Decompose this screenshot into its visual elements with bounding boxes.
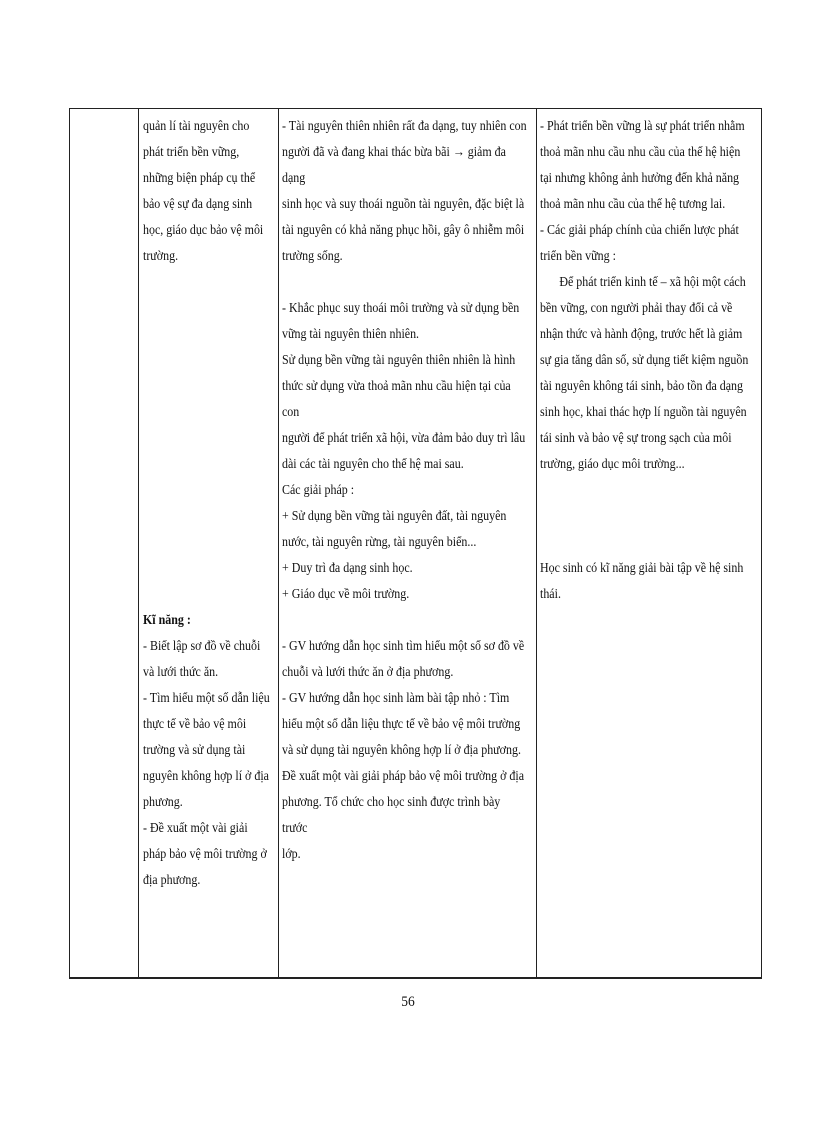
text-line: trường. [143,248,179,263]
text-line: + Sử dụng bền vững tài nguyên đất, tài nguyên [282,508,507,523]
lesson-table [69,108,762,979]
text-line: Các giải pháp : [282,482,355,497]
text-line: và sử dụng tài nguyên không hợp lí ở địa phương. [282,742,521,757]
text-line: những biện pháp cụ thể [143,170,256,185]
text-line: Để phát triển kinh tế – xã hội một cách [559,274,746,289]
text-line: thoả mãn nhu cầu của thế hệ tương lai. [540,196,726,211]
text-line: Sử dụng bền vững tài nguyên thiên nhiên là hình [282,352,516,367]
text-line: - Tài nguyên thiên nhiên rất đa dạng, tuy nhiên con [282,118,527,133]
text-line: tài nguyên có khả năng phục hồi, gây ô nhiễm môi [282,222,525,237]
column-divider [536,109,537,977]
text-line: sự gia tăng dân số, sử dụng tiết kiệm nguồn [540,352,749,367]
text-line: trường và sử dụng tài [143,742,246,757]
text-line: nhận thức và hành động, trước hết là giảm [540,326,743,341]
text-line: người đã và đang khai thác bừa bãi → giảm đa dạng [282,144,506,185]
text-line: + Giáo dục về môi trường. [282,586,410,601]
text-line: trường sống. [282,248,343,263]
text-line: thực tế về bảo vệ môi [143,716,247,731]
text-line: phương. Tổ chức cho học sinh được trình bày trước [282,794,501,835]
text-line: nguyên không hợp lí ở địa [143,768,269,783]
text-line: phát triển bền vững, [143,144,240,159]
text-line: sinh học và suy thoái nguồn tài nguyên, đặc biệt là [282,196,525,211]
text-line: thức sử dụng vừa thoả mãn nhu cầu hiện tại của con [282,378,511,419]
content-column [540,113,760,607]
column-divider [138,109,139,977]
text-line: - Khắc phục suy thoái môi trường và sử dụng bền [282,300,520,315]
objectives-column [143,113,277,893]
text-line: - Đề xuất một vài giải [143,820,248,835]
text-line: và lưới thức ăn. [143,664,219,679]
text-line: - Tìm hiểu một số dẫn liệu [143,690,270,705]
page-number: 56 [401,994,415,1010]
text-line: trường, giáo dục môi trường... [540,456,685,471]
text-line: hiểu một số dẫn liệu thực tế về bảo vệ môi trường [282,716,521,731]
text-line: tài nguyên không tái sinh, bảo tồn đa dạng [540,378,744,393]
text-line: thoả mãn nhu cầu nhu cầu của thế hệ hiện [540,144,741,159]
text-line: lớp. [282,846,301,861]
text-line: học, giáo dục bảo vệ môi [143,222,264,237]
text-line: + Duy trì đa dạng sinh học. [282,560,413,575]
text-line: bền vững, con người phải thay đổi cả về [540,300,733,315]
text-line: - Các giải pháp chính của chiến lược phát [540,222,739,237]
text-line: - GV hướng dẫn học sinh làm bài tập nhỏ : Tìm [282,690,510,705]
text-line: quản lí tài nguyên cho [143,118,250,133]
text-line: - GV hướng dẫn học sinh tìm hiểu một số sơ đồ về [282,638,525,653]
activities-column [282,113,527,867]
text-line: tại nhưng không ảnh hưởng đến khả năng [540,170,740,185]
text-line: phương. [143,794,183,809]
text-line: tái sinh và bảo vệ sự trong sạch của môi [540,430,732,445]
text-line: địa phương. [143,872,201,887]
text-line: - Phát triển bền vững là sự phát triển nhằm [540,118,745,133]
column-divider [278,109,279,977]
text-line: nước, tài nguyên rừng, tài nguyên biển... [282,534,477,549]
text-line: dài các tài nguyên cho thế hệ mai sau. [282,456,464,471]
text-line: Học sinh có kĩ năng giải bài tập về hệ sinh [540,560,744,575]
text-line: vững tài nguyên thiên nhiên. [282,326,420,341]
text-line: - Biết lập sơ đồ về chuỗi [143,638,261,653]
text-line: sinh học, khai thác hợp lí nguồn tài nguyên [540,404,747,419]
text-line: pháp bảo vệ môi trường ở [143,846,267,861]
text-line: chuỗi và lưới thức ăn ở địa phương. [282,664,454,679]
text-line: thái. [540,586,561,601]
text-line: bảo vệ sự đa dạng sinh [143,196,253,211]
text-line: người để phát triển xã hội, vừa đảm bảo duy trì lâu [282,430,526,445]
text-line: triển bền vững : [540,248,616,263]
text-line: Đề xuất một vài giải pháp bảo vệ môi trường ở địa [282,768,525,783]
skills-heading: Kĩ năng : [143,612,191,627]
